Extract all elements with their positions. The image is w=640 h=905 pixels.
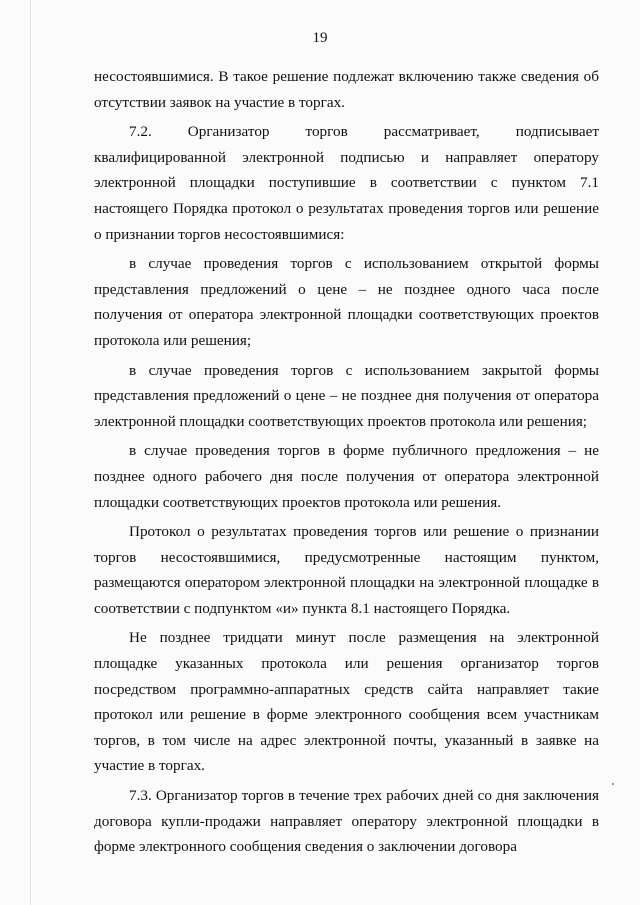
page-number: 19 [312,30,328,46]
paragraph-open-form: в случае проведения торгов с использованием открытой формы представления предложений о цене – не позднее одного часа после получения от оператора электронной площадки соответствующих проектов протокола или решения; [94,255,599,349]
document-body [94,64,599,860]
paragraph-public-offer: в случае проведения торгов в форме публичного предложения – не позднее одного рабочего дня после получения от оператора электронной площадки соответствующих проектов протокола или решения. [94,442,599,511]
scan-speck [612,783,614,785]
paragraph-protocol-publication: Протокол о результатах проведения торгов или решение о признании торгов несостоявшимися, предусмотренные настоящим пунктом, размещаются оператором электронной площадки на электронной площадке в соответствии с подпунктом «и» пункта 8.1 настоящего Порядка. [94,523,599,617]
paragraph-7-3: 7.3. Организатор торгов в течение трех рабочих дней со дня заключения договора купли-продажи направляет оператору электронной площадки в форме электронного сообщения сведения о заключении договора [94,787,599,856]
paragraph-7-2: 7.2. Организатор торгов рассматривает, подписывает квалифицированной электронной подписью и направляет оператору электронной площадки поступившие в соответствии с пунктом 7.1 настоящего Порядка протокол о результатах проведения торгов или решение о признании торгов несостоявшимися: [94,123,599,243]
scan-margin-line [30,0,31,905]
paragraph-closed-form: в случае проведения торгов с использованием закрытой формы представления предложений о цене – не позднее дня получения от оператора электронной площадки соответствующих проектов протокола или решения; [94,361,599,430]
paragraph-thirty-minutes: Не позднее тридцати минут после размещения на электронной площадке указанных протокола или решения организатор торгов посредством программно-аппаратных средств сайта направляет такие протокол или решение в форме электронного сообщения всем участникам торгов, в том числе на адрес электронной почты, указанный в заявке на участие в торгах. [94,629,599,775]
paragraph-continuation: несостоявшимися. В такое решение подлежат включению также сведения об отсутствии заявок на участие в торгах. [94,68,599,111]
